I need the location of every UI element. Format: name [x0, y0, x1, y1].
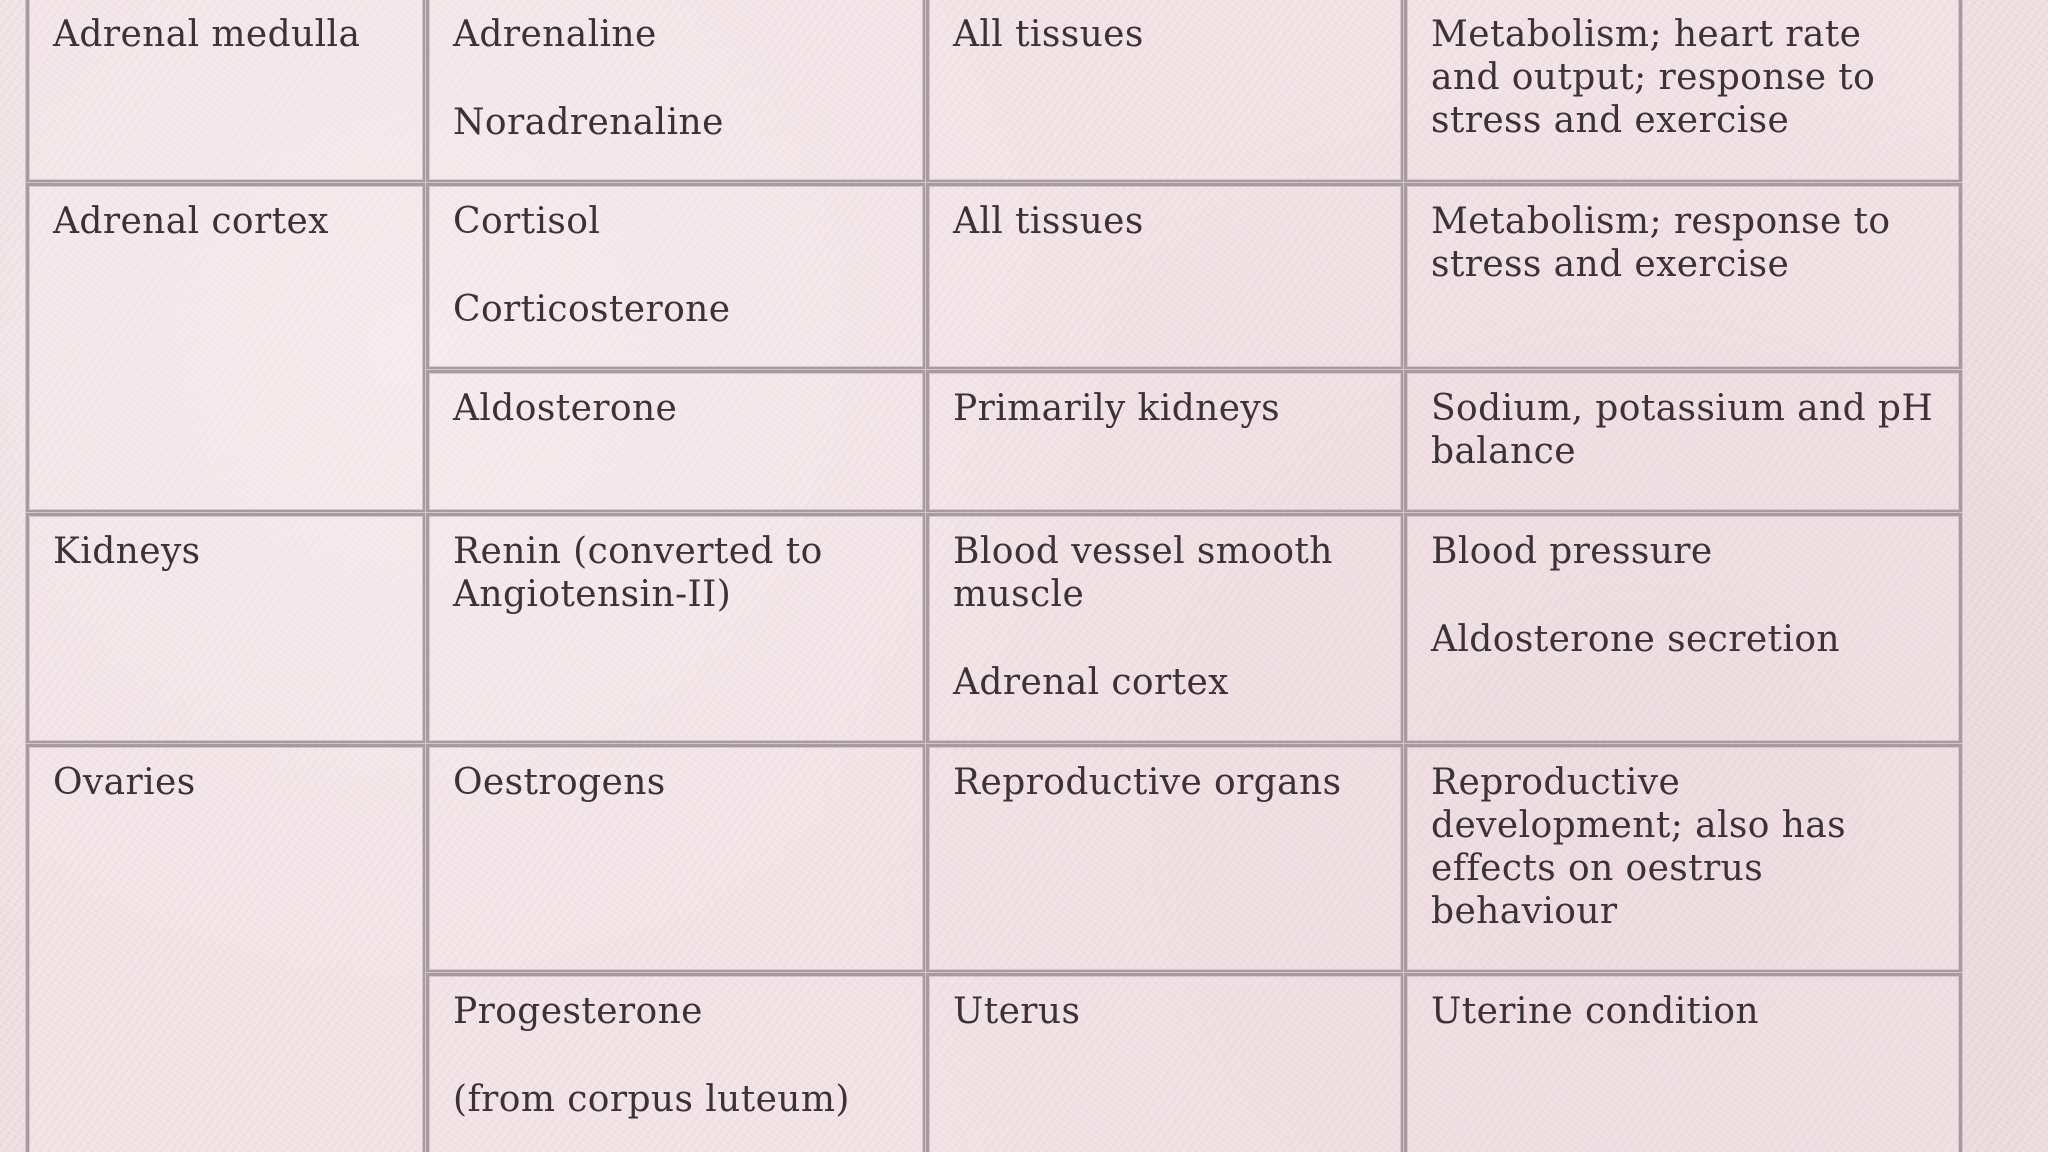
hormone-text: Progesterone	[453, 991, 703, 1032]
target-text: All tissues	[953, 201, 1144, 242]
hormone-cell	[426, 0, 926, 183]
target-cell	[926, 513, 1404, 744]
target-cell	[926, 973, 1404, 1152]
target-text: Blood vessel smooth muscle	[953, 531, 1333, 615]
effect-cell	[1404, 744, 1962, 973]
target-cell	[926, 183, 1404, 370]
target-cell	[926, 0, 1404, 183]
hormone-cell	[426, 183, 926, 370]
effect-cell	[1404, 973, 1962, 1152]
hormone-cell	[426, 973, 926, 1152]
effect-text: Metabolism; heart rate and output; response to stress and exercise	[1431, 14, 1876, 141]
target-cell	[926, 370, 1404, 513]
gland-cell	[26, 183, 426, 513]
target-cell	[926, 744, 1404, 973]
table-row	[26, 183, 1962, 370]
gland-text: Adrenal medulla	[53, 14, 361, 55]
gland-cell	[26, 513, 426, 744]
gland-cell	[26, 0, 426, 183]
target-text: Adrenal cortex	[953, 662, 1229, 703]
table-row	[26, 744, 1962, 973]
gland-text: Adrenal cortex	[53, 201, 329, 242]
gland-text: Kidneys	[53, 531, 201, 572]
hormone-text: Cortisol	[453, 201, 601, 242]
hormone-text: Corticosterone	[453, 289, 731, 330]
gland-cell	[26, 744, 426, 1152]
target-text: Primarily kidneys	[953, 388, 1281, 429]
table-row	[26, 0, 1962, 183]
effect-text: Blood pressure	[1431, 531, 1713, 572]
hormone-text: Renin (converted to Angiotensin-II)	[453, 531, 823, 615]
hormone-text: Oestrogens	[453, 762, 666, 803]
hormone-table	[26, 0, 1962, 1152]
target-text: Reproductive organs	[953, 762, 1342, 803]
effect-cell	[1404, 370, 1962, 513]
effect-text: Uterine condition	[1431, 991, 1759, 1032]
effect-text: Reproductive development; also has effects on oestrus behaviour	[1431, 762, 1846, 932]
gland-text: Ovaries	[53, 762, 196, 803]
hormone-text: (from corpus luteum)	[453, 1079, 850, 1120]
hormone-text: Aldosterone	[453, 388, 678, 429]
hormone-cell	[426, 370, 926, 513]
effect-cell	[1404, 0, 1962, 183]
effect-text: Sodium, potassium and pH balance	[1431, 388, 1934, 472]
target-text: All tissues	[953, 14, 1144, 55]
hormone-text: Noradrenaline	[453, 102, 724, 143]
hormone-cell	[426, 744, 926, 973]
effect-text: Aldosterone secretion	[1431, 619, 1840, 660]
effect-cell	[1404, 183, 1962, 370]
hormone-cell	[426, 513, 926, 744]
table-row	[26, 513, 1962, 744]
effect-text: Metabolism; response to stress and exercise	[1431, 201, 1891, 285]
hormone-text: Adrenaline	[453, 14, 657, 55]
effect-cell	[1404, 513, 1962, 744]
target-text: Uterus	[953, 991, 1081, 1032]
